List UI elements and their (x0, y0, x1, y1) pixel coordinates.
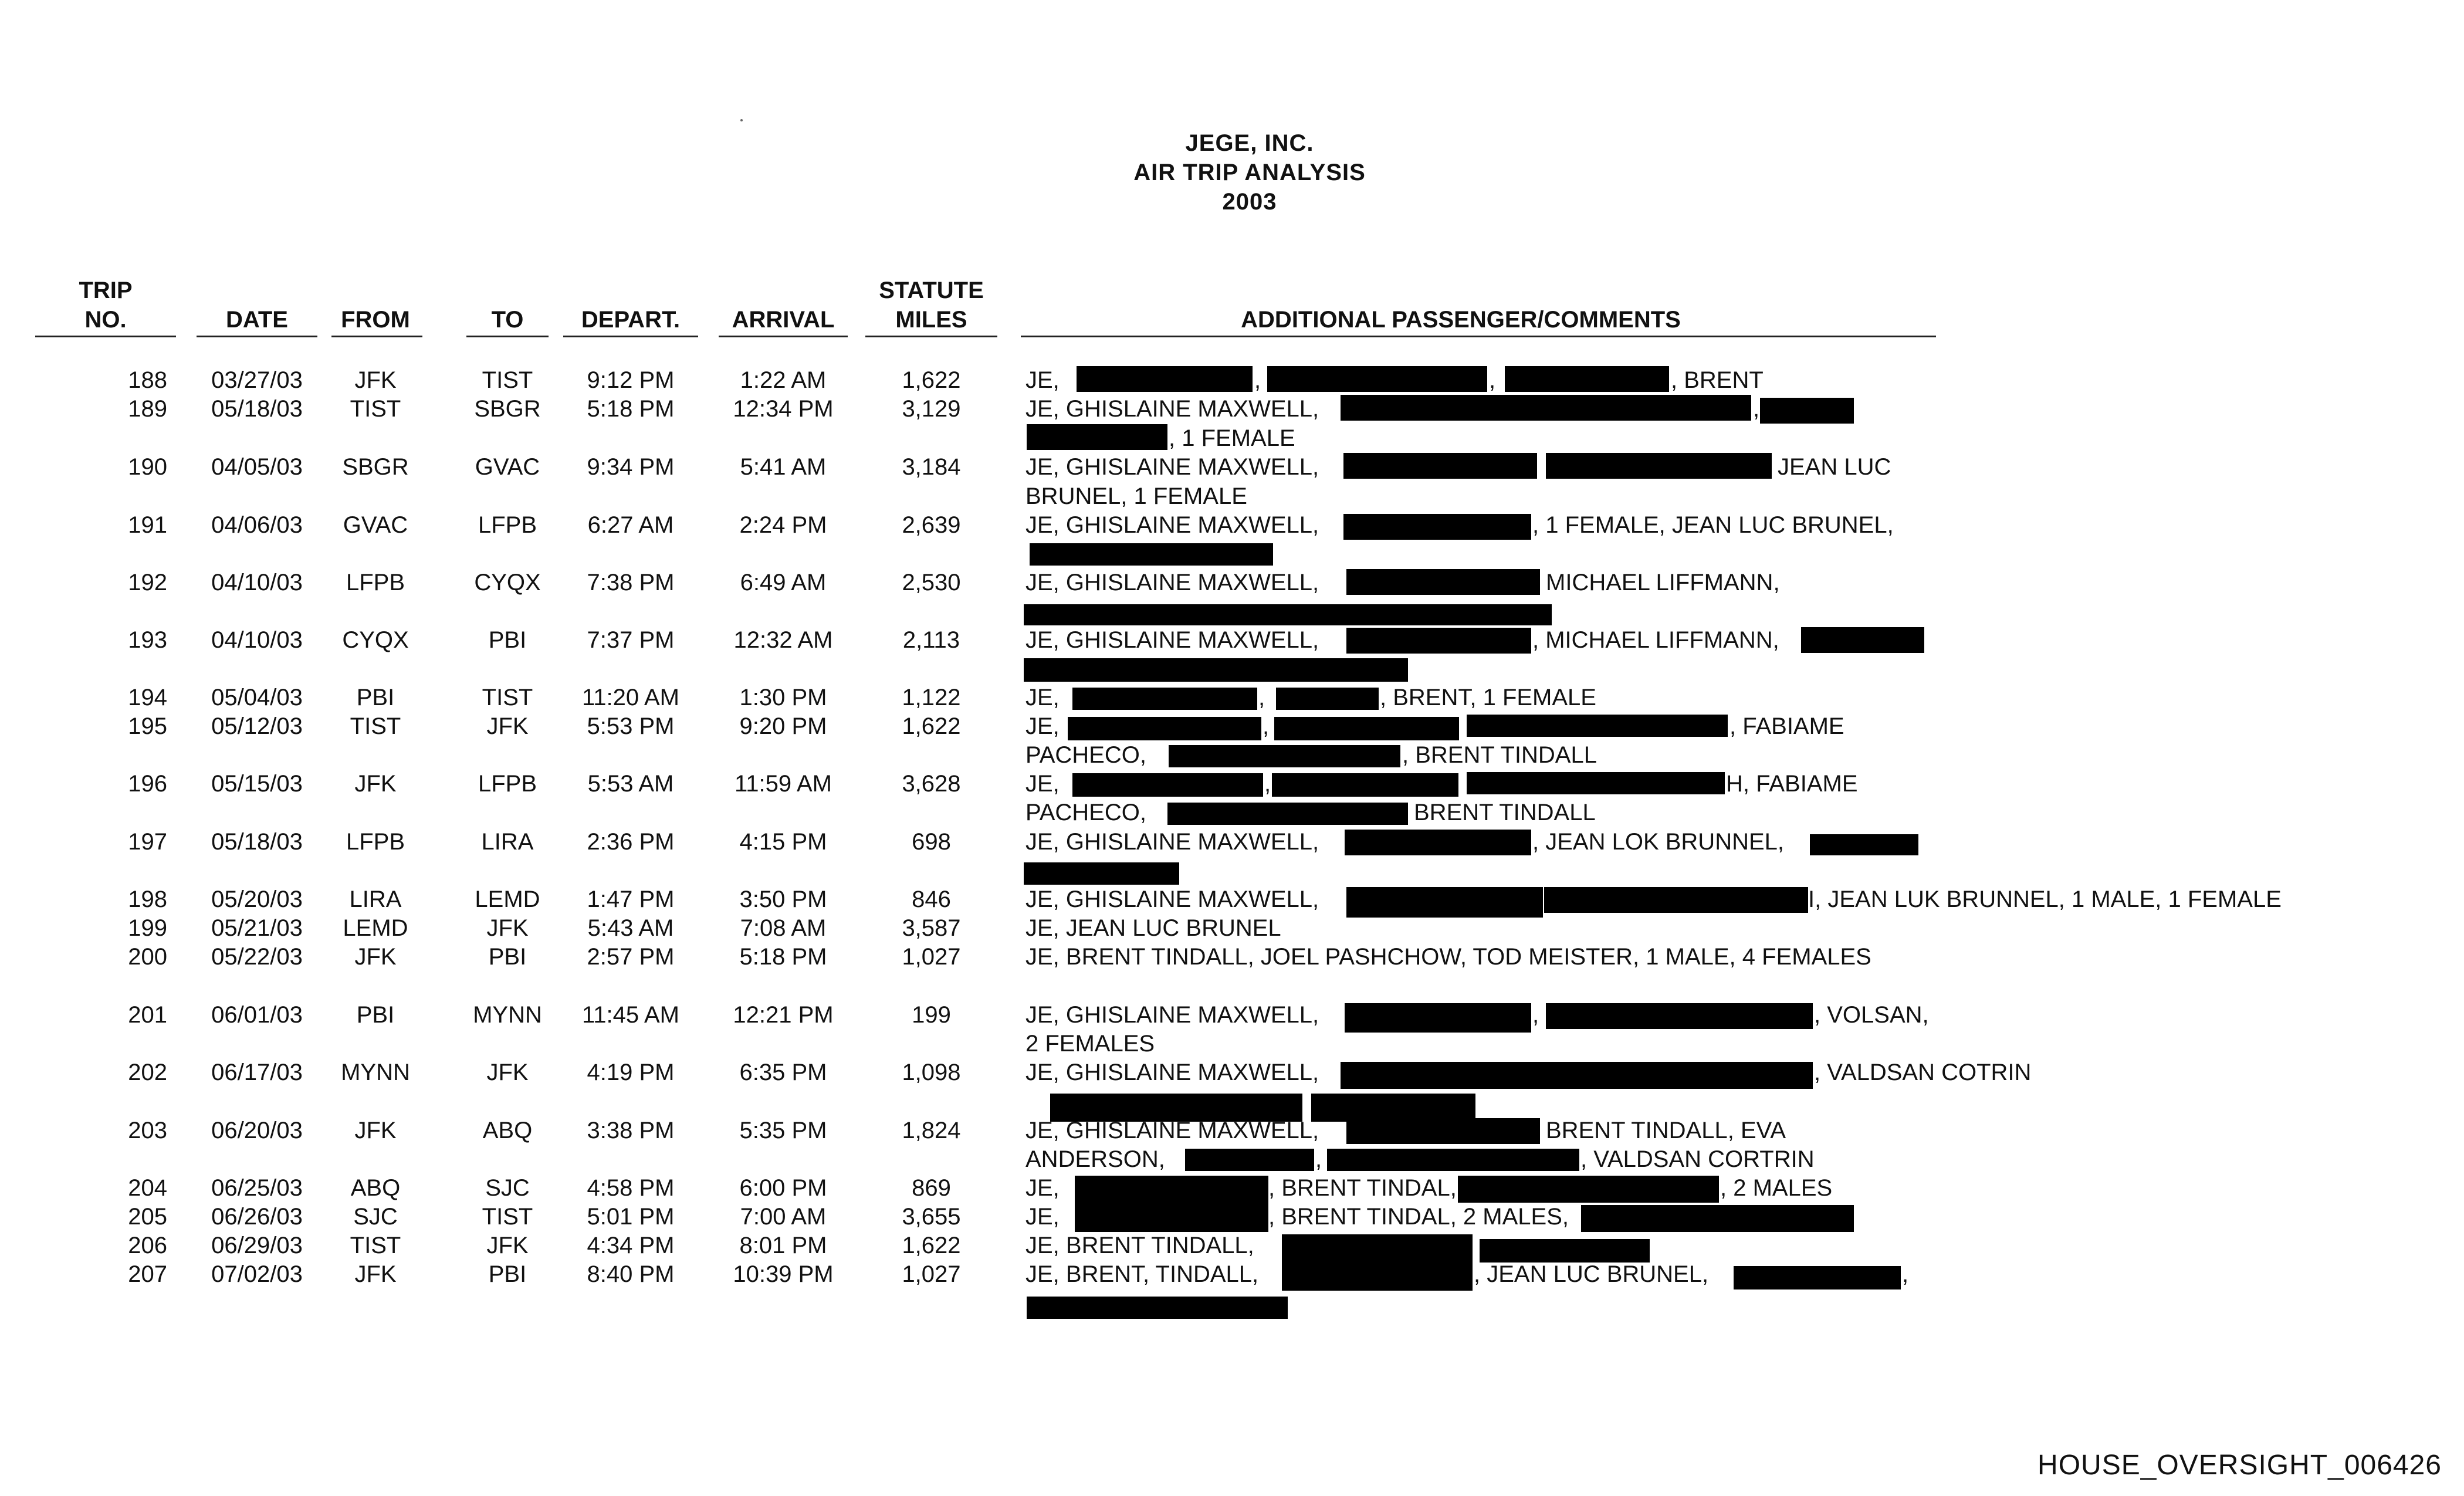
trip-arrival: 1:22 AM (740, 367, 827, 393)
comment-text: JE, GHISLAINE MAXWELL, (1025, 886, 1319, 912)
trip-depart: 4:58 PM (587, 1175, 675, 1201)
comment-text: JE, GHISLAINE MAXWELL, (1025, 1060, 1319, 1085)
redaction-bar (1546, 453, 1772, 479)
redaction-bar (1505, 366, 1669, 392)
trip-depart: 11:45 AM (581, 1002, 680, 1028)
comment-text: , (1902, 1261, 1909, 1287)
header-rule-comments (1021, 336, 1936, 337)
scan-speck (740, 119, 743, 121)
trip-miles: 3,628 (902, 771, 961, 797)
comment-text: , JEAN LUC BRUNEL, (1474, 1261, 1709, 1287)
redaction-bar (1467, 715, 1728, 737)
comment-text: JE, (1025, 713, 1060, 739)
trip-miles: 1,122 (902, 685, 961, 710)
trip-arrival: 6:35 PM (739, 1060, 827, 1085)
trip-date: 05/22/03 (211, 944, 303, 970)
trip-number: 201 (128, 1002, 167, 1028)
col-header-statute-miles (868, 276, 994, 334)
trip-date: 05/04/03 (211, 685, 303, 710)
comment-text: JE, (1025, 685, 1060, 710)
col-header-trip-line1: TRIP (79, 277, 133, 303)
trip-from: LIRA (349, 886, 402, 912)
trip-number: 206 (128, 1233, 167, 1258)
trip-date: 05/15/03 (211, 771, 303, 797)
trip-to: SJC (485, 1175, 530, 1201)
redaction-bar (1024, 604, 1552, 625)
comment-text: JE, (1025, 1175, 1060, 1201)
trip-date: 06/26/03 (211, 1204, 303, 1230)
trip-date: 05/12/03 (211, 713, 303, 739)
redaction-bar (1024, 658, 1408, 682)
comment-text: , (1532, 1002, 1539, 1028)
comment-text: 2 FEMALES (1025, 1031, 1155, 1057)
col-header-miles-line2: MILES (895, 307, 967, 333)
trip-arrival: 6:00 PM (739, 1175, 827, 1201)
trip-number: 196 (128, 771, 167, 797)
comment-text: , (1315, 1146, 1322, 1172)
trip-depart: 5:43 AM (587, 915, 674, 941)
trip-miles: 698 (912, 829, 951, 855)
trip-arrival: 9:20 PM (739, 713, 827, 739)
trip-from: PBI (356, 1002, 395, 1028)
trip-from: JFK (354, 1261, 397, 1287)
redaction-bar (1801, 627, 1924, 653)
trip-to: JFK (486, 915, 529, 941)
trip-miles: 846 (912, 886, 951, 912)
trip-from: JFK (354, 944, 397, 970)
comment-text: JE, GHISLAINE MAXWELL, (1025, 829, 1319, 855)
comment-text: JE, BRENT TINDALL, JOEL PASHCHOW, TOD MEISTER, 1 MALE, 4 FEMALES (1025, 944, 1871, 970)
col-header-from: FROM (341, 307, 410, 333)
redaction-bar (1068, 717, 1261, 740)
trip-arrival: 7:08 AM (740, 915, 827, 941)
bates-number: HOUSE_OVERSIGHT_006426 (2037, 1450, 2442, 1481)
trip-miles: 199 (912, 1002, 951, 1028)
comment-text: JEAN LUC (1778, 454, 1891, 480)
trip-number: 205 (128, 1204, 167, 1230)
trip-depart: 2:57 PM (587, 944, 675, 970)
trip-from: GVAC (343, 512, 408, 538)
trip-depart: 2:36 PM (587, 829, 675, 855)
trip-from: TIST (350, 396, 401, 422)
redaction-bar (1267, 366, 1487, 392)
trip-depart: 9:12 PM (587, 367, 675, 393)
trip-from: LFPB (346, 829, 405, 855)
company-name: JEGE, INC. (1185, 130, 1314, 156)
trip-to: CYQX (474, 570, 541, 595)
trip-to: PBI (488, 627, 527, 653)
redaction-bar (1346, 628, 1531, 654)
comment-text: I, JEAN LUK BRUNNEL, 1 MALE, 1 FEMALE (1808, 886, 2282, 912)
trip-depart: 5:53 AM (587, 771, 674, 797)
trip-depart: 6:27 AM (587, 512, 674, 538)
col-header-depart: DEPART. (581, 307, 681, 333)
trip-depart: 4:19 PM (587, 1060, 675, 1085)
trip-date: 06/25/03 (211, 1175, 303, 1201)
trip-from: ABQ (350, 1175, 401, 1201)
redaction-bar (1346, 887, 1543, 918)
trip-arrival: 5:41 AM (740, 454, 827, 480)
trip-arrival: 10:39 PM (733, 1261, 834, 1287)
trip-miles: 3,184 (902, 454, 961, 480)
redaction-bar (1185, 1149, 1314, 1171)
trip-number: 192 (128, 570, 167, 595)
trip-arrival: 7:00 AM (740, 1204, 827, 1230)
trip-to: TIST (482, 367, 533, 393)
trip-from: LFPB (346, 570, 405, 595)
comment-text: BRENT TINDALL, EVA (1546, 1118, 1786, 1143)
trip-depart: 5:18 PM (587, 396, 675, 422)
header-rule-arrival (719, 336, 848, 337)
redaction-bar (1027, 1297, 1288, 1319)
trip-from: TIST (350, 713, 401, 739)
trip-depart: 5:01 PM (587, 1204, 675, 1230)
trip-arrival: 3:50 PM (739, 886, 827, 912)
trip-number: 207 (128, 1261, 167, 1287)
comment-text: PACHECO, (1025, 800, 1146, 825)
trip-date: 06/29/03 (211, 1233, 303, 1258)
trip-miles: 869 (912, 1175, 951, 1201)
trip-from: JFK (354, 1118, 397, 1143)
trip-miles: 1,622 (902, 367, 961, 393)
trip-date: 04/10/03 (211, 570, 303, 595)
trip-miles: 2,639 (902, 512, 961, 538)
trip-to: JFK (486, 1060, 529, 1085)
trip-number: 190 (128, 454, 167, 480)
comment-text: , BRENT TINDALL (1402, 742, 1597, 768)
trip-to: LIRA (481, 829, 534, 855)
redaction-bar (1581, 1205, 1854, 1232)
comment-text: H, FABIAME (1726, 771, 1858, 797)
redaction-bar (1024, 862, 1179, 885)
trip-miles: 1,622 (902, 1233, 961, 1258)
comment-text: PACHECO, (1025, 742, 1146, 768)
redaction-bar (1075, 1205, 1268, 1232)
redaction-bar (1030, 543, 1273, 566)
comment-text: JE, GHISLAINE MAXWELL, (1025, 454, 1319, 480)
trip-date: 07/02/03 (211, 1261, 303, 1287)
trip-date: 05/18/03 (211, 396, 303, 422)
comment-text: , VALDSAN CORTRIN (1580, 1146, 1815, 1172)
redaction-bar (1345, 830, 1531, 855)
comment-text: , 1 FEMALE (1169, 425, 1295, 451)
trip-date: 06/17/03 (211, 1060, 303, 1085)
trip-arrival: 5:18 PM (739, 944, 827, 970)
redaction-bar (1546, 1003, 1813, 1029)
trip-date: 06/01/03 (211, 1002, 303, 1028)
redaction-bar (1272, 773, 1458, 797)
redaction-bar (1276, 688, 1379, 710)
col-header-trip-line2: NO. (84, 307, 127, 333)
redaction-bar (1169, 745, 1400, 767)
trip-to: MYNN (473, 1002, 542, 1028)
header-rule-miles (865, 336, 997, 337)
trip-to: PBI (488, 1261, 527, 1287)
trip-from: MYNN (341, 1060, 410, 1085)
comment-text: JE, GHISLAINE MAXWELL, (1025, 570, 1319, 595)
trip-date: 05/20/03 (211, 886, 303, 912)
redaction-bar (1544, 887, 1808, 913)
col-header-trip-no (59, 276, 153, 334)
trip-from: SJC (353, 1204, 398, 1230)
trip-to: TIST (482, 685, 533, 710)
trip-arrival: 5:35 PM (739, 1118, 827, 1143)
redaction-bar (1282, 1234, 1473, 1264)
trip-date: 04/05/03 (211, 454, 303, 480)
col-header-miles-line1: STATUTE (879, 277, 984, 303)
trip-miles: 1,824 (902, 1118, 961, 1143)
redaction-bar (1341, 395, 1751, 421)
trip-date: 03/27/03 (211, 367, 303, 393)
comment-text: BRENT TINDALL (1414, 800, 1596, 825)
comment-text: JE, GHISLAINE MAXWELL, (1025, 396, 1319, 422)
redaction-bar (1282, 1263, 1473, 1291)
trip-depart: 4:34 PM (587, 1233, 675, 1258)
trip-number: 191 (128, 512, 167, 538)
redaction-bar (1072, 773, 1263, 797)
redaction-bar (1734, 1266, 1901, 1289)
trip-depart: 11:20 AM (581, 685, 680, 710)
trip-depart: 5:53 PM (587, 713, 675, 739)
col-header-arrival: ARRIVAL (732, 307, 835, 333)
trip-date: 05/21/03 (211, 915, 303, 941)
trip-from: LEMD (343, 915, 408, 941)
comment-text: , (1489, 367, 1496, 393)
comment-text: JE, (1025, 771, 1060, 797)
redaction-bar (1760, 398, 1854, 424)
trip-arrival: 1:30 PM (739, 685, 827, 710)
trip-date: 04/06/03 (211, 512, 303, 538)
trip-to: SBGR (474, 396, 541, 422)
trip-number: 204 (128, 1175, 167, 1201)
trip-from: SBGR (342, 454, 409, 480)
trip-miles: 3,587 (902, 915, 961, 941)
redaction-bar (1346, 1118, 1540, 1144)
trip-from: PBI (356, 685, 395, 710)
comment-text: , BRENT (1671, 367, 1764, 393)
col-header-to: TO (491, 307, 524, 333)
comment-text: , VALDSAN COTRIN (1814, 1060, 2032, 1085)
trip-from: TIST (350, 1233, 401, 1258)
header-rule-from (331, 336, 422, 337)
trip-miles: 1,098 (902, 1060, 961, 1085)
redaction-bar (1274, 717, 1459, 740)
trip-depart: 1:47 PM (587, 886, 675, 912)
trip-from: JFK (354, 367, 397, 393)
comment-text: , BRENT TINDAL, (1268, 1175, 1457, 1201)
redaction-bar (1467, 772, 1725, 794)
trip-number: 203 (128, 1118, 167, 1143)
comment-text: , (1254, 367, 1261, 393)
trip-arrival: 12:32 AM (733, 627, 833, 653)
comment-text: BRUNEL, 1 FEMALE (1025, 483, 1247, 509)
comment-text: , BRENT, 1 FEMALE (1380, 685, 1596, 710)
trip-number: 188 (128, 367, 167, 393)
redaction-bar (1077, 366, 1253, 392)
col-header-date: DATE (226, 307, 288, 333)
redaction-bar (1311, 1094, 1475, 1122)
trip-to: JFK (486, 1233, 529, 1258)
trip-date: 06/20/03 (211, 1118, 303, 1143)
trip-miles: 1,027 (902, 944, 961, 970)
trip-number: 197 (128, 829, 167, 855)
comment-text: , (1263, 713, 1270, 739)
comment-text: JE, GHISLAINE MAXWELL, (1025, 1002, 1319, 1028)
comment-text: JE, GHISLAINE MAXWELL, (1025, 512, 1319, 538)
trip-to: JFK (486, 713, 529, 739)
redaction-bar (1343, 453, 1537, 479)
comment-text: ANDERSON, (1025, 1146, 1165, 1172)
trip-depart: 3:38 PM (587, 1118, 675, 1143)
redaction-bar (1341, 1062, 1813, 1089)
trip-arrival: 2:24 PM (739, 512, 827, 538)
trip-arrival: 8:01 PM (739, 1233, 827, 1258)
comment-text: , MICHAEL LIFFMANN, (1532, 627, 1779, 653)
comment-text: , BRENT TINDAL, 2 MALES, (1268, 1204, 1569, 1230)
trip-date: 05/18/03 (211, 829, 303, 855)
trip-miles: 1,622 (902, 713, 961, 739)
trip-arrival: 12:21 PM (733, 1002, 834, 1028)
report-year: 2003 (1222, 189, 1277, 215)
redaction-bar (1343, 514, 1531, 540)
comment-text: , VOLSAN, (1814, 1002, 1929, 1028)
redaction-bar (1072, 688, 1257, 710)
header-rule-trip (35, 336, 176, 337)
trip-arrival: 6:49 AM (740, 570, 827, 595)
trip-to: TIST (482, 1204, 533, 1230)
trip-number: 194 (128, 685, 167, 710)
comment-text: , 2 MALES (1720, 1175, 1833, 1201)
trip-miles: 3,655 (902, 1204, 961, 1230)
trip-number: 195 (128, 713, 167, 739)
trip-to: PBI (488, 944, 527, 970)
trip-miles: 2,530 (902, 570, 961, 595)
trip-miles: 2,113 (902, 627, 960, 653)
comment-text: , FABIAME (1729, 713, 1844, 739)
comment-text: , (1753, 396, 1760, 422)
redaction-bar (1167, 803, 1408, 825)
trip-number: 189 (128, 396, 167, 422)
comment-text: , (1258, 685, 1265, 710)
redaction-bar (1346, 569, 1540, 595)
trip-number: 200 (128, 944, 167, 970)
redaction-bar (1345, 1003, 1531, 1033)
comment-text: , (1264, 771, 1271, 797)
trip-depart: 7:38 PM (587, 570, 675, 595)
trip-number: 198 (128, 886, 167, 912)
redaction-bar (1327, 1149, 1579, 1171)
trip-to: LFPB (478, 512, 537, 538)
comment-text: JE, (1025, 1204, 1060, 1230)
comment-text: , 1 FEMALE, JEAN LUC BRUNEL, (1532, 512, 1894, 538)
redaction-bar (1480, 1239, 1650, 1263)
trip-miles: 3,129 (902, 396, 961, 422)
trip-from: JFK (354, 771, 397, 797)
header-rule-to (466, 336, 549, 337)
trip-number: 202 (128, 1060, 167, 1085)
header-rule-date (197, 336, 317, 337)
comment-text: JE, BRENT, TINDALL, (1025, 1261, 1259, 1287)
trip-to: LEMD (475, 886, 540, 912)
comment-text: , JEAN LOK BRUNNEL, (1532, 829, 1785, 855)
redaction-bar (1458, 1176, 1719, 1203)
header-rule-depart (563, 336, 698, 337)
comment-text: JE, GHISLAINE MAXWELL, (1025, 1118, 1319, 1143)
trip-arrival: 12:34 PM (733, 396, 834, 422)
trip-depart: 7:37 PM (587, 627, 675, 653)
trip-from: CYQX (342, 627, 409, 653)
trip-to: GVAC (475, 454, 540, 480)
trip-miles: 1,027 (902, 1261, 961, 1287)
report-title: AIR TRIP ANALYSIS (1133, 160, 1366, 185)
redaction-bar (1075, 1176, 1268, 1205)
col-header-comments: ADDITIONAL PASSENGER/COMMENTS (1241, 307, 1681, 333)
trip-depart: 8:40 PM (587, 1261, 675, 1287)
comment-text: JE, BRENT TINDALL, (1025, 1233, 1254, 1258)
redaction-bar (1810, 834, 1918, 855)
trip-arrival: 4:15 PM (739, 829, 827, 855)
trip-number: 199 (128, 915, 167, 941)
redaction-bar (1027, 424, 1167, 450)
trip-number: 193 (128, 627, 167, 653)
trip-arrival: 11:59 AM (734, 771, 832, 797)
comment-text: JE, JEAN LUC BRUNEL (1025, 915, 1281, 941)
comment-text: MICHAEL LIFFMANN, (1546, 570, 1780, 595)
trip-to: LFPB (478, 771, 537, 797)
comment-text: JE, GHISLAINE MAXWELL, (1025, 627, 1319, 653)
trip-to: ABQ (482, 1118, 533, 1143)
trip-depart: 9:34 PM (587, 454, 675, 480)
comment-text: JE, (1025, 367, 1060, 393)
trip-date: 04/10/03 (211, 627, 303, 653)
